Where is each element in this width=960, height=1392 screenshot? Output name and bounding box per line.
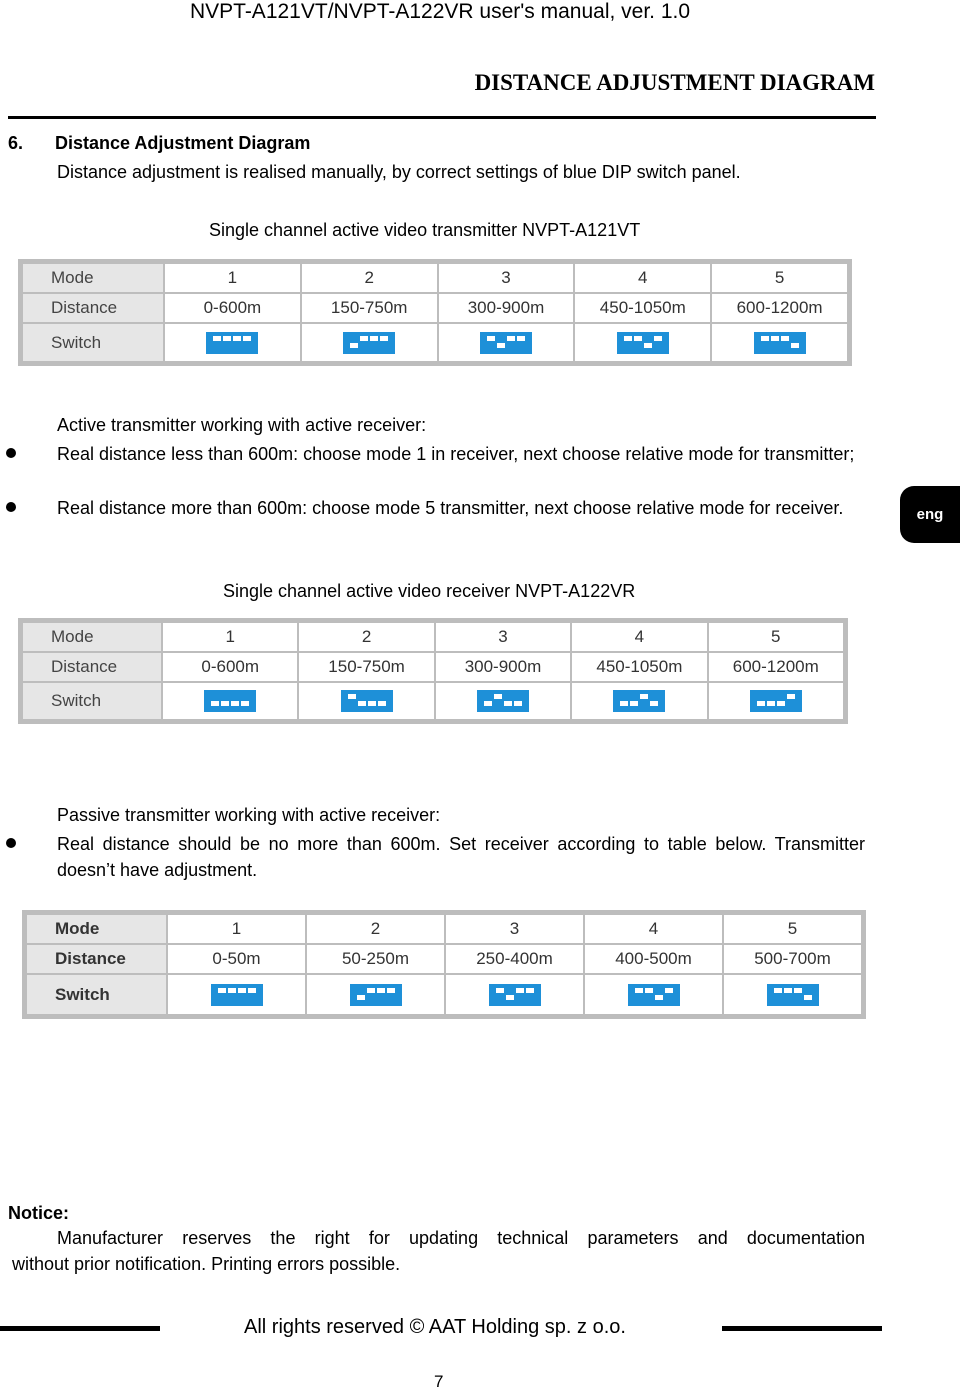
bullet-icon [6,448,16,458]
language-tab: eng [900,486,960,543]
passive-bullet-1: Real distance should be no more than 600m. Set receiver according to table below. Transmitter doesn’t have adjustment. [57,834,865,880]
mode-cell: 4 [571,622,707,652]
switch-label: Switch [26,974,167,1015]
header-divider [8,116,876,119]
distance-label: Distance [26,944,167,974]
mode-cell: 5 [723,914,862,944]
distance-cell: 0-600m [164,293,301,323]
distance-label: Distance [22,293,164,323]
dip-switch-icon [617,332,669,354]
mode-label: Mode [22,263,164,293]
distance-cell: 500-700m [723,944,862,974]
dip-switch-icon [628,984,680,1006]
distance-cell: 450-1050m [574,293,711,323]
active-bullet-2: Real distance more than 600m: choose mode 5 transmitter, next choose relative mode for receiver. [57,498,844,518]
dip-switch-icon [343,332,395,354]
switch-label: Switch [22,682,162,720]
distance-cell: 600-1200m [708,652,844,682]
distance-cell: 600-1200m [711,293,848,323]
section-header: DISTANCE ADJUSTMENT DIAGRAM [474,70,875,95]
distance-cell: 150-750m [298,652,434,682]
footer-rule-left [0,1326,160,1331]
notice-text-line2: without prior notification. Printing errors possible. [12,1254,401,1274]
mode-cell: 1 [162,622,298,652]
mode-cell: 2 [306,914,445,944]
mode-cell: 5 [708,622,844,652]
dip-switch-icon [750,690,802,712]
active-bullet-1: Real distance less than 600m: choose mode 1 in receiver, next choose relative mode for transmitter; [57,444,855,464]
page-number: 7 [434,1372,444,1391]
dip-switch-icon [480,332,532,354]
receiver-dip-table [18,618,848,724]
dip-switch-icon [211,984,263,1006]
footer-copyright: All rights reserved © AAT Holding sp. z o.o. [244,1316,626,1338]
dip-switch-icon [204,690,256,712]
dip-switch-icon [477,690,529,712]
table1-caption: Single channel active video transmitter NVPT-A121VT [209,220,641,240]
mode-cell: 2 [298,622,434,652]
mode-cell: 1 [167,914,306,944]
distance-cell: 50-250m [306,944,445,974]
distance-cell: 250-400m [445,944,584,974]
dip-switch-icon [341,690,393,712]
mode-cell: 3 [445,914,584,944]
mode-cell: 5 [711,263,848,293]
footer-rule-right [722,1326,882,1331]
intro-text: Distance adjustment is realised manually, by correct settings of blue DIP switch panel. [57,162,741,182]
mode-cell: 2 [301,263,438,293]
mode-cell: 4 [584,914,723,944]
dip-switch-icon [754,332,806,354]
notice-label: Notice: [8,1203,70,1223]
dip-switch-icon [767,984,819,1006]
section-title: Distance Adjustment Diagram [55,133,311,153]
mode-cell: 4 [574,263,711,293]
dip-switch-icon [613,690,665,712]
dip-switch-icon [350,984,402,1006]
mode-cell: 3 [435,622,571,652]
mode-label: Mode [26,914,167,944]
mode-cell: 1 [164,263,301,293]
passive-lead: Passive transmitter working with active receiver: [57,805,441,825]
dip-switch-icon [489,984,541,1006]
dip-switch-icon [206,332,258,354]
distance-cell: 150-750m [301,293,438,323]
distance-cell: 0-50m [167,944,306,974]
active-lead: Active transmitter working with active receiver: [57,415,427,435]
bullet-icon [6,838,16,848]
section-heading [8,133,310,154]
distance-cell: 300-900m [435,652,571,682]
distance-cell: 300-900m [438,293,575,323]
transmitter-dip-table [18,259,852,366]
mode-cell: 3 [438,263,575,293]
distance-cell: 0-600m [162,652,298,682]
document-title: NVPT-A121VT/NVPT-A122VR user's manual, ver. 1.0 [189,0,691,23]
bullet-icon [6,502,16,512]
distance-cell: 400-500m [584,944,723,974]
mode-label: Mode [22,622,162,652]
table2-caption: Single channel active video receiver NVPT-A122VR [223,581,636,601]
section-number: 6. [8,133,24,153]
distance-label: Distance [22,652,162,682]
distance-cell: 450-1050m [571,652,707,682]
notice-text-line1: Manufacturer reserves the right for updating technical parameters and documentation [57,1228,865,1248]
switch-label: Switch [22,323,164,362]
passive-dip-table [22,910,866,1019]
